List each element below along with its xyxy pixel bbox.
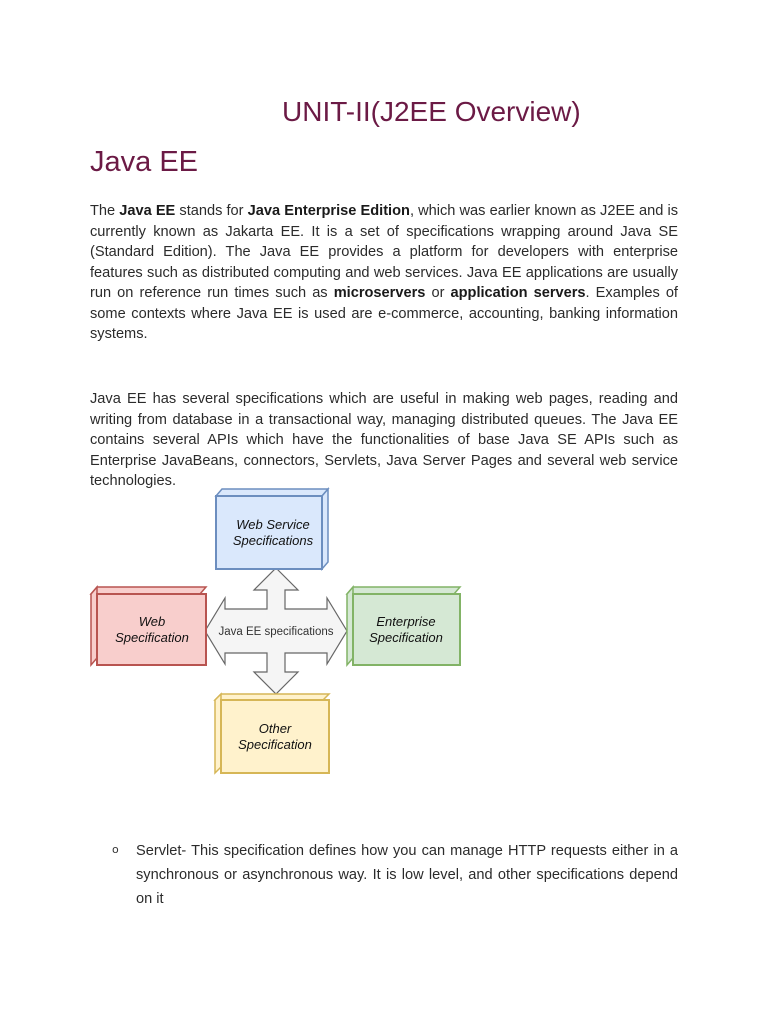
para1-bold-java-ee: Java EE [119,203,176,219]
para1-bold-application-servers: application servers [450,285,586,301]
right-box-depth-top [347,587,460,594]
left-box-line2: Specification [115,630,189,645]
other-specification-box [215,694,329,773]
right-box-line2: Specification [369,630,443,645]
center-label: Java EE specifications [218,626,334,638]
section-title: Java EE [90,146,198,178]
top-box-depth-top [216,489,328,496]
left-box-line1: Web [138,614,166,629]
left-box-depth-top [91,587,206,594]
bottom-box-line1: Other [258,721,292,736]
para1-text-2: stands for [175,203,248,219]
servlet-bullet-text: Servlet- This specification defines how you can manage HTTP requests either in a synchronous or asynchronous way. It is low level, and other specifications depend on it [136,843,678,907]
unit-title: UNIT-II(J2EE Overview) [282,96,581,127]
enterprise-specification-box [347,587,460,665]
top-box-line1: Web Service [236,517,310,532]
para1-text-3: , which was earlier known as J2EE and is currently known as Jakarta EE. It is a set of specifications wrapping around Java SE (Standard Edition). The Java EE provides a platform for developers with enterprise features such as distributed computing and web services. Java EE applications are usually run on reference run times such as [90,203,678,301]
para1-text-4: or [425,285,451,301]
bullet-marker: o [112,843,119,856]
web-specification-box [91,587,206,665]
web-service-specifications-box [216,489,328,569]
para1-text-5: . Examples of some contexts where Java EE is used are e-commerce, accounting, banking information systems. [90,285,678,342]
bottom-box-line2: Specification [238,737,312,752]
top-box-line2: Specifications [232,533,314,548]
para1-bold-enterprise-edition: Java Enterprise Edition [247,203,410,219]
para1-bold-microservers: microservers [333,285,426,301]
para1-text-1: The [90,203,120,219]
right-box-line1: Enterprise [376,614,436,629]
specifications-paragraph: Java EE has several specifications which are useful in making web pages, reading and writing from database in a transactional way, managing distributed queues. The Java EE contains several APIs which have the functionalities of base Java SE APIs such as Enterprise JavaBeans, connectors, Servlets, Java Server Pages and several web service technologies. [90,391,678,489]
